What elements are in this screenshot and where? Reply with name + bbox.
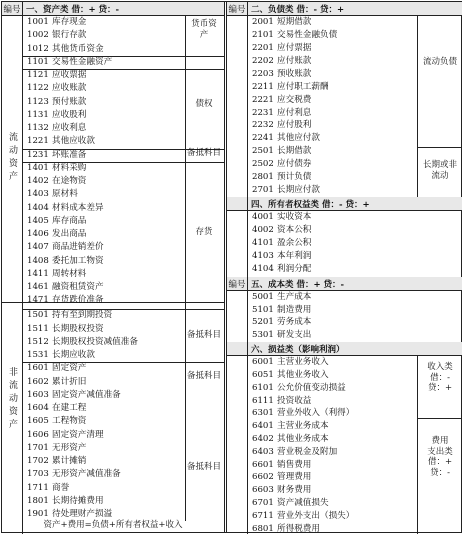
- account-code: 1711: [27, 482, 49, 493]
- account-name: 研发支出: [277, 330, 312, 340]
- account-code: 1901: [27, 509, 49, 520]
- impairment-tag-3: 备抵科目: [186, 371, 221, 381]
- account-code: 1405: [27, 215, 49, 226]
- account-code: 4002: [252, 225, 274, 236]
- account-code: 1121: [27, 70, 49, 81]
- account-row: [2, 495, 224, 508]
- account-code: 1404: [27, 202, 49, 213]
- account-name: 周转材料: [52, 268, 87, 279]
- account-code: 1703: [27, 469, 49, 480]
- account-code: 6402: [252, 434, 274, 444]
- code-header: 编号: [227, 277, 248, 290]
- impairment-tag-4: 备抵科目: [186, 462, 221, 472]
- account-row: [227, 119, 462, 132]
- account-row: [227, 145, 462, 158]
- account-name: 其他业务收入: [277, 370, 329, 380]
- account-name: 预收账款: [277, 68, 312, 79]
- account-code: 2101: [252, 30, 274, 41]
- account-name: 原材料: [52, 189, 78, 200]
- account-code: 1122: [27, 83, 49, 94]
- account-row: [227, 237, 462, 250]
- account-code: 1602: [27, 376, 49, 387]
- account-name: 公允价值变动损益: [277, 382, 346, 393]
- account-row: [2, 309, 224, 322]
- account-name: 委托加工物资: [52, 255, 104, 266]
- account-name: 应收账款: [52, 83, 87, 94]
- pl-title: 六、损益类（影响利润）: [251, 344, 345, 355]
- account-code: 1221: [27, 136, 49, 147]
- account-code: 6001: [252, 357, 274, 368]
- account-name: 实收资本: [277, 212, 312, 223]
- account-row: [2, 122, 224, 135]
- account-name: 应付票据: [277, 43, 312, 53]
- account-row: [2, 188, 224, 201]
- code-header: 编号: [2, 2, 23, 15]
- account-code: 1801: [27, 495, 49, 506]
- account-name: 固定资产: [52, 363, 87, 374]
- account-row: [227, 68, 462, 81]
- account-row: [227, 407, 462, 420]
- account-code: 1605: [27, 416, 49, 427]
- account-code: 1407: [27, 242, 49, 253]
- impairment-tag-2: 备抵科目: [186, 330, 221, 340]
- account-row: [227, 42, 462, 55]
- account-row: [227, 250, 462, 263]
- account-row: [227, 291, 462, 304]
- noncurrent-assets-label: 非流动资产: [7, 367, 17, 432]
- account-row: [2, 255, 224, 268]
- account-name: 生产成本: [277, 292, 312, 303]
- account-row: [2, 162, 224, 175]
- current-liabilities-tag: 流动负债: [422, 57, 457, 67]
- account-code: 6602: [252, 472, 274, 483]
- account-code: 4101: [252, 238, 274, 249]
- account-code: 2801: [252, 172, 274, 182]
- equity-title: 四、所有者权益类 借：- 贷：+: [251, 199, 370, 210]
- account-row: [2, 43, 224, 56]
- account-name: 制造费用: [277, 304, 312, 315]
- account-row: [2, 56, 224, 69]
- account-code: 1402: [27, 176, 49, 187]
- account-name: 长期应收款: [52, 350, 95, 361]
- account-code: 1512: [27, 336, 49, 347]
- account-code: 5201: [252, 317, 274, 328]
- inventory-tag: 存货: [195, 227, 213, 237]
- account-name: 无形资产: [52, 442, 87, 453]
- account-row: [2, 202, 224, 215]
- account-name: 主营业务收入: [277, 357, 329, 368]
- account-code: 2221: [252, 94, 274, 105]
- account-name: 其他应付款: [277, 133, 320, 144]
- account-code: 1401: [27, 162, 49, 173]
- account-row: [227, 420, 462, 433]
- account-row: [227, 497, 462, 510]
- account-name: 工程物资: [52, 416, 87, 427]
- account-code: 6401: [252, 421, 274, 432]
- account-name: 固定资产减值准备: [52, 389, 121, 400]
- account-row: [227, 93, 462, 106]
- account-row: [227, 211, 462, 224]
- account-code: 2211: [252, 81, 274, 92]
- account-code: 1604: [27, 403, 49, 414]
- account-name: 本年利润: [277, 251, 312, 262]
- account-name: 发出商品: [52, 229, 87, 240]
- account-name: 长期股权投资: [52, 323, 104, 334]
- account-name: 应交税费: [277, 94, 312, 105]
- account-row: [227, 304, 462, 317]
- account-code: 2502: [252, 159, 274, 170]
- account-code: 2701: [252, 184, 274, 195]
- account-code: 1231: [27, 149, 49, 160]
- account-code: 1403: [27, 189, 49, 200]
- account-code: 2231: [252, 107, 274, 118]
- account-row: [227, 329, 462, 342]
- account-row: [227, 394, 462, 407]
- assets-header: [2, 2, 224, 16]
- account-row: [2, 481, 224, 494]
- account-name: 管理费用: [277, 472, 312, 483]
- account-code: 5301: [252, 330, 274, 340]
- account-code: 6601: [252, 459, 274, 470]
- account-name: 存货跌价准备: [52, 295, 104, 306]
- account-name: 盈余公积: [277, 238, 312, 249]
- account-name: 应付账款: [277, 55, 312, 66]
- account-row: [227, 263, 462, 276]
- monetary-tag: 货币资产: [191, 19, 217, 40]
- account-name: 应付股利: [277, 120, 312, 131]
- cost-title: 五、成本类 借：+ 贷：-: [251, 279, 345, 290]
- account-name: 坏账准备: [52, 149, 87, 160]
- account-code: 1123: [27, 96, 49, 107]
- account-chart: [1, 1, 462, 533]
- account-name: 库存现金: [52, 17, 87, 28]
- account-row: [227, 106, 462, 119]
- account-name: 营业外收入（利得）: [277, 408, 355, 419]
- account-row: [2, 175, 224, 188]
- account-name: 应付职工薪酬: [277, 81, 329, 92]
- account-row: [227, 29, 462, 42]
- account-name: 无形资产减值准备: [52, 469, 121, 480]
- account-code: 6403: [252, 446, 274, 457]
- account-code: 4103: [252, 251, 274, 262]
- account-row: [2, 135, 224, 148]
- claims-tag: 债权: [195, 99, 213, 109]
- account-name: 应收利息: [52, 123, 87, 134]
- account-name: 持有至到期投资: [52, 310, 113, 321]
- account-code: 4001: [252, 212, 274, 223]
- account-row: [227, 522, 462, 535]
- account-name: 投资收益: [277, 395, 312, 406]
- accounting-equation: 资产+费用=负债+所有者权益+收入: [43, 520, 183, 530]
- account-name: 长期借款: [277, 146, 312, 157]
- account-code: 6701: [252, 498, 274, 508]
- account-name: 交易性金融资产: [52, 56, 113, 67]
- account-row: [2, 109, 224, 122]
- account-name: 短期借款: [277, 17, 312, 28]
- account-name: 应付利息: [277, 107, 312, 118]
- cost-header: [227, 277, 462, 291]
- account-code: 1012: [27, 43, 49, 54]
- account-name: 长期应付款: [277, 184, 320, 195]
- right-sections: [226, 2, 462, 532]
- liabilities-header: [227, 2, 462, 16]
- assets-section: [2, 2, 225, 532]
- account-code: 1601: [27, 363, 49, 374]
- account-name: 所得税费用: [277, 523, 320, 534]
- assets-title: 一、资产类 借：+ 贷：-: [26, 4, 120, 15]
- account-code: 1606: [27, 429, 49, 440]
- account-code: 2501: [252, 146, 274, 157]
- account-row: [227, 16, 462, 29]
- account-code: 1501: [27, 310, 49, 321]
- account-row: [227, 132, 462, 145]
- account-name: 营业外支出（损失）: [277, 510, 355, 521]
- account-name: 营业税金及附加: [277, 446, 338, 457]
- account-name: 应收股利: [52, 109, 87, 120]
- account-name: 应付债券: [277, 159, 312, 170]
- account-code: 2202: [252, 55, 274, 66]
- account-code: 1131: [27, 109, 49, 120]
- account-row: [227, 484, 462, 497]
- account-name: 利润分配: [277, 264, 312, 275]
- current-assets-label: 流动资产: [7, 132, 17, 184]
- account-name: 预付账款: [52, 96, 87, 107]
- account-row: [2, 349, 224, 362]
- account-code: 2232: [252, 120, 274, 131]
- account-name: 库存商品: [52, 215, 87, 226]
- account-row: [227, 316, 462, 329]
- account-name: 其他业务成本: [277, 434, 329, 444]
- account-code: 2203: [252, 68, 274, 79]
- account-code: 1132: [27, 123, 49, 134]
- account-code: 1511: [27, 323, 49, 334]
- account-code: 5101: [252, 304, 274, 315]
- account-name: 资本公积: [277, 225, 312, 236]
- account-name: 财务费用: [277, 485, 312, 496]
- account-name: 商誉: [52, 482, 70, 493]
- account-row: [227, 184, 462, 197]
- account-code: 6801: [252, 523, 274, 534]
- account-code: 1461: [27, 282, 49, 293]
- account-name: 固定资产清理: [52, 429, 104, 440]
- account-code: 6301: [252, 408, 274, 419]
- account-row: [227, 224, 462, 237]
- account-row: [2, 241, 224, 254]
- account-name: 预计负债: [277, 172, 312, 182]
- account-row: [2, 82, 224, 95]
- noncurrent-liabilities-tag: 长期或非流动: [422, 160, 457, 181]
- account-name: 主营业务成本: [277, 421, 329, 432]
- account-code: 6711: [252, 510, 274, 521]
- account-name: 长期待摊费用: [52, 495, 104, 506]
- account-code: 6603: [252, 485, 274, 496]
- expense-tag: 费用 支出类 借：+ 贷：-: [427, 436, 453, 478]
- account-name: 销售费用: [277, 459, 312, 470]
- account-name: 资产减值损失: [277, 498, 329, 508]
- account-code: 5001: [252, 292, 274, 303]
- account-name: 银行存款: [52, 30, 87, 41]
- pl-header: [227, 342, 462, 356]
- account-code: 6051: [252, 370, 274, 380]
- account-code: 6111: [252, 395, 274, 406]
- account-row: [2, 215, 224, 228]
- account-name: 商品进销差价: [52, 242, 104, 253]
- account-row: [2, 428, 224, 441]
- account-name: 累计折旧: [52, 376, 87, 387]
- account-row: [2, 268, 224, 281]
- impairment-tag: 备抵科目: [186, 148, 221, 158]
- account-code: 1408: [27, 255, 49, 266]
- account-row: [2, 294, 224, 307]
- account-name: 在建工程: [52, 403, 87, 414]
- account-row: [227, 510, 462, 523]
- account-name: 融资租赁资产: [52, 282, 104, 293]
- account-row: [2, 69, 224, 82]
- account-code: 1411: [27, 268, 49, 279]
- account-row: [2, 281, 224, 294]
- income-tag: 收入类 借：- 贷：+: [427, 362, 453, 394]
- account-name: 待处理财产损溢: [52, 509, 113, 520]
- account-row: [2, 415, 224, 428]
- account-name: 在途物资: [52, 176, 87, 187]
- account-code: 1101: [27, 56, 49, 67]
- account-code: 1471: [27, 295, 49, 306]
- account-code: 1002: [27, 30, 49, 41]
- account-code: 1406: [27, 229, 49, 240]
- liabilities-title: 二、负债类 借：- 贷：+: [251, 4, 345, 15]
- account-row: [2, 442, 224, 455]
- account-code: 2201: [252, 43, 274, 53]
- account-code: 1001: [27, 17, 49, 28]
- account-code: 4104: [252, 264, 274, 275]
- account-code: 1603: [27, 389, 49, 400]
- account-name: 其他货币资金: [52, 43, 104, 54]
- account-code: 2241: [252, 133, 274, 144]
- account-name: 长期股权投资减值准备: [52, 336, 138, 347]
- account-code: 6101: [252, 382, 274, 393]
- account-name: 材料成本差异: [52, 202, 104, 213]
- account-code: 1701: [27, 442, 49, 453]
- account-code: 1531: [27, 350, 49, 361]
- account-row: [2, 402, 224, 415]
- account-name: 劳务成本: [277, 317, 312, 328]
- account-name: 其他应收款: [52, 136, 95, 147]
- equity-header: [227, 197, 462, 211]
- account-code: 1702: [27, 456, 49, 467]
- account-name: 应收票据: [52, 70, 87, 81]
- account-row: [227, 81, 462, 94]
- code-header: 编号: [227, 2, 248, 15]
- account-name: 累计摊销: [52, 456, 87, 467]
- account-name: 交易性金融负债: [277, 30, 338, 41]
- account-code: 2001: [252, 17, 274, 28]
- account-name: 材料采购: [52, 162, 87, 173]
- account-row: [2, 389, 224, 402]
